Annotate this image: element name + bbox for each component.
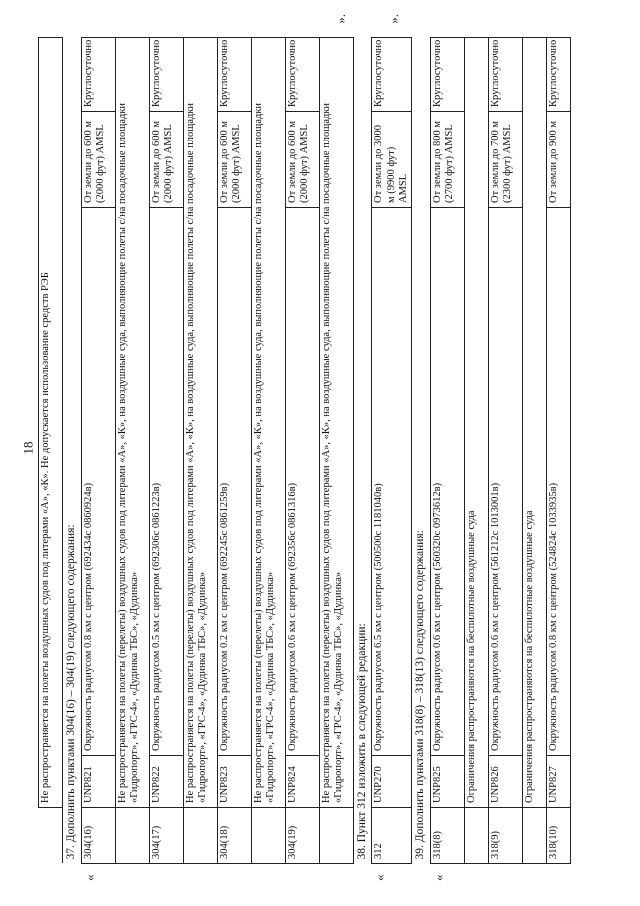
section-37-heading: 37. Дополнить пунктами 304(16) – 304(19) следующего содержания: — [63, 37, 82, 863]
altitude-limit: От земли до 600 м (2000 фут) AMSL — [81, 112, 115, 208]
item-number: 312 — [373, 843, 385, 859]
altitude-limit: От земли до 600 м (2000 фут) AMSL — [217, 112, 251, 208]
rotated-document — [38, 13, 598, 881]
schedule: Круглосуточно — [285, 37, 319, 111]
zone-description: Окружность радиусом 0.6 км с центром (561212с 1013001в) — [488, 208, 522, 756]
zone-code: UNP823 — [217, 756, 251, 808]
exemption-note: Не распространяется на полеты (перелеты) воздушных судов под литерами «А», «К», на воздушные суда, выполняющие полеты с/на посадочные площадки «Гидропорт», «ГРС-4», «Дудинка ТБС», «Дудинка» — [251, 37, 285, 807]
exemption-note: Не распространяется на полеты (перелеты) воздушных судов под литерами «А», «К», на воздушные суда, выполняющие полеты с/на посадочные площадки «Гидропорт», «ГРС-4», «Дудинка ТБС», «Дудинка» — [115, 37, 149, 807]
open-quote-mark: « — [430, 874, 446, 881]
open-quote-mark: « — [81, 874, 97, 881]
exemption-note: Не распространяется на полеты (перелеты) воздушных судов под литерами «А», «К», на воздушные суда, выполняющие полеты с/на посадочные площадки «Гидропорт», «ГРС-4», «Дудинка ТБС», «Дудинка» — [183, 37, 217, 807]
schedule: Круглосуточно — [149, 37, 183, 111]
schedule: Круглосуточно — [546, 37, 570, 111]
zone-description: Окружность радиусом 6.5 км с центром (500500с 1181040в) — [372, 208, 412, 756]
altitude-limit: От земли до 600 м (2000 фут) AMSL — [285, 112, 319, 208]
zone-description: Окружность радиусом 0.6 км с центром (560320с 0973612в) — [430, 208, 464, 756]
altitude-limit: От земли до 600 м (2000 фут) AMSL — [149, 112, 183, 208]
zone-description: Окружность радиусом 0.8 км с центром (524824с 1033935в) — [546, 208, 570, 756]
page-number: 18 — [20, 441, 36, 455]
exemption-note: Не распространяется на полеты (перелеты) воздушных судов под литерами «А», «К», на воздушные суда, выполняющие полеты с/на посадочные площадки «Гидропорт», «ГРС-4», «Дудинка ТБС», «Дудинка» ». — [319, 37, 353, 807]
open-quote-mark: « — [372, 874, 388, 881]
altitude-limit: От земли до 800 м (2700 фут) AMSL — [430, 112, 464, 208]
section-38-heading: 38. Пункт 312 изложить в следующей редакции: — [353, 37, 372, 863]
schedule: Круглосуточно — [217, 37, 251, 111]
zone-description: Окружность радиусом 0.8 км с центром (692434с 0860924в) — [81, 208, 115, 756]
schedule: Круглосуточно — [430, 37, 464, 111]
zone-description: Окружность радиусом 0.6 км с центром (692356с 0861316в) — [285, 208, 319, 756]
schedule: Круглосуточно ». — [372, 37, 412, 111]
zone-code: UNP825 — [430, 756, 464, 808]
zone-description: Окружность радиусом 0.2 км с центром (692245с 0861259в) — [217, 208, 251, 756]
schedule: Круглосуточно — [81, 37, 115, 111]
item-number: 318(8) — [431, 831, 443, 859]
zone-code: UNP827 — [546, 756, 570, 808]
close-quote-mark: ». — [385, 13, 401, 24]
zone-code: UNP822 — [149, 756, 183, 808]
restriction-note: Ограничения распространяются на беспилотные воздушные суда — [522, 37, 546, 807]
section-39-heading: 39. Дополнить пунктами 318(8) – 318(13) следующего содержания: — [412, 37, 431, 863]
item-number: 304(17) — [149, 808, 183, 864]
zone-code: UNP270 — [372, 756, 412, 808]
close-quote-mark: ». — [332, 13, 348, 24]
zone-description: Окружность радиусом 0.5 км с центром (692306с 0861223в) — [149, 208, 183, 756]
item-number: 304(19) — [285, 808, 319, 864]
item-number: 304(16) — [82, 825, 94, 859]
restriction-note: Ограничения распространяются на беспилотные воздушные суда — [464, 37, 488, 807]
item-number: 318(9) — [488, 808, 522, 864]
altitude-limit: От земли до 700 м (2300 фут) AMSL — [488, 112, 522, 208]
altitude-limit: От земли до 3000 м (9900 фут) AMSL — [372, 112, 412, 208]
zone-code: UNP826 — [488, 756, 522, 808]
item-number: 318(10) — [546, 808, 570, 864]
schedule: Круглосуточно — [488, 37, 522, 111]
zone-code: UNP824 — [285, 756, 319, 808]
zone-code: UNP821 — [81, 756, 115, 808]
item-number: 304(18) — [217, 808, 251, 864]
altitude-limit: От земли до 900 м — [546, 112, 570, 208]
regulation-table — [38, 13, 571, 881]
intro-row: Не распространяется на полеты воздушных судов под литерами «А», «К». Не допускается использование средств РЭБ — [39, 37, 63, 807]
